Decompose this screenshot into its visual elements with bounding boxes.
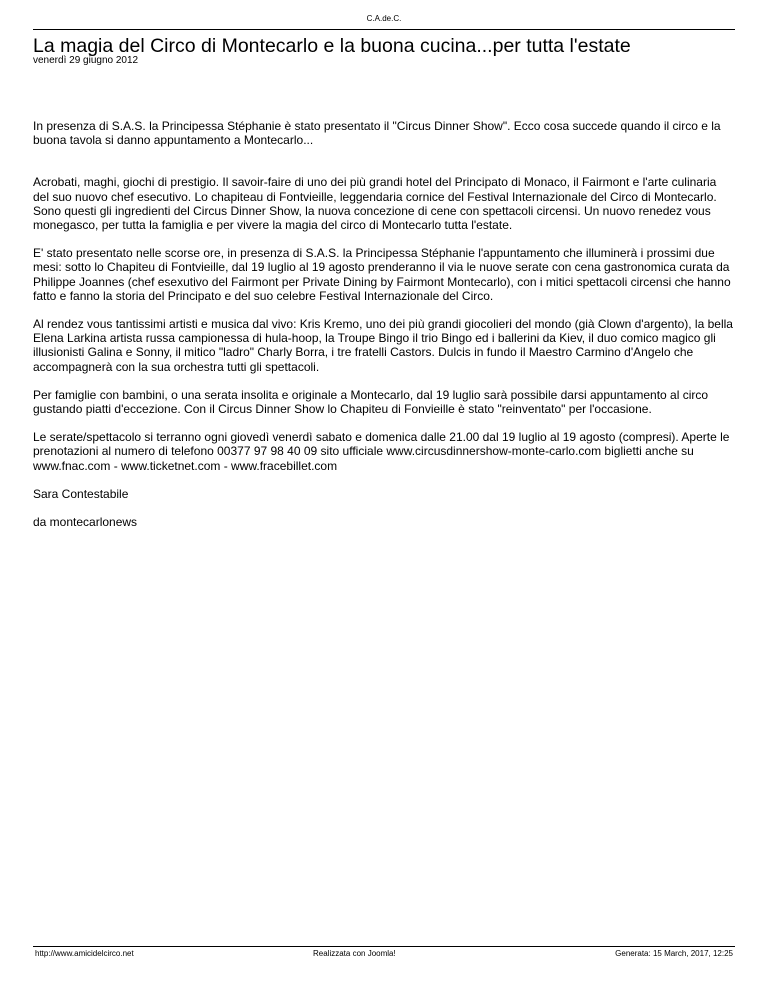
site-header: C.A.de.C. (366, 14, 402, 23)
site-footer (33, 949, 735, 961)
footer-credit: Realizzata con Joomla! (313, 949, 396, 958)
article-intro: In presenza di S.A.S. la Principessa Stéphanie è stato presentato il "Circus Dinner Show". Ecco cosa succede quando il circo e la buona tavola si danno appuntamento a Montecarlo... (33, 119, 721, 148)
article-paragraph: Le serate/spettacolo si terranno ogni giovedì venerdì sabato e domenica dalle 21.00 dal 19 luglio al 19 agosto (compresi). Aperte le prenotazioni al numero di telefono 00377 97 98 40 09 sito ufficiale www.circusdinnershow-monte-carlo.com biglietti anche su www.fnac.com - www.ticketnet.com - www.fracebillet.com (33, 430, 730, 473)
footer-url: http://www.amicidelcirco.net (35, 949, 134, 958)
article-paragraph: Al rendez vous tantissimi artisti e musica dal vivo: Kris Kremo, uno dei più grandi giocolieri del mondo (già Clown d'argento), la bella Elena Larkina artista russa campionessa di hula-hoop, la Troupe Bingo il trio Bingo ed i ballerini da Kiev, il duo comico magico gli illusionisti Galina e Sonny, il mitico "ladro" Charly Borra, i tre fratelli Castors. Dulcis in fundo il Maestro Carmino d'Angelo che accompagnerà con la sua orchestra tutti gli spettacoli. (33, 317, 733, 374)
article-date: venerdì 29 giugno 2012 (33, 55, 139, 66)
article-body (33, 119, 735, 543)
header-divider (33, 29, 735, 30)
article-author: Sara Contestabile (33, 486, 129, 501)
article-source: da montecarlonews (33, 515, 138, 530)
footer-generated-date: Generata: 15 March, 2017, 12:25 (615, 949, 733, 958)
article-paragraph: Per famiglie con bambini, o una serata insolita e originale a Montecarlo, dal 19 luglio sarà possibile darsi appuntamento al circo gustando piatti d'eccezione. Con il Circus Dinner Show lo Chapiteu di Fonvieille è stato "reinventato" per l'occasione. (33, 387, 709, 417)
article-title: La magia del Circo di Montecarlo e la buona cucina...per tutta l'estate (33, 35, 631, 57)
article-paragraph: E' stato presentato nelle scorse ore, in presenza di S.A.S. la Principessa Stéphanie l'appuntamento che illuminerà i prossimi due mesi: sotto lo Chapiteu di Fontvieille, dal 19 luglio al 19 agosto prenderanno il via le nuove serate con cena gastronomica curata da Philippe Joannes (chef esexutivo del Fairmont per Private Dining by Fairmont Montecarlo), con i mitici spettacoli circensi che hanno fatto e fanno la storia del Principato e del suo celebre Festival Internazionale del Circo. (33, 246, 731, 303)
footer-divider (33, 946, 735, 947)
article-paragraph: Acrobati, maghi, giochi di prestigio. Il savoir-faire di uno dei più grandi hotel del Principato di Monaco, il Fairmont e l'arte culinaria del suo nuovo chef esecutivo. Lo chapiteau di Fontvieille, leggendaria cornice del Festival Internazionale del Circo di Montecarlo. Sono questi gli ingredienti del Circus Dinner Show, la nuova concezione di cene con spettacoli circensi. Un nuovo renedez vous monegasco, per tutta la famiglia e per vivere la magia del circo di Montecarlo tutta l'estate. (33, 175, 717, 233)
